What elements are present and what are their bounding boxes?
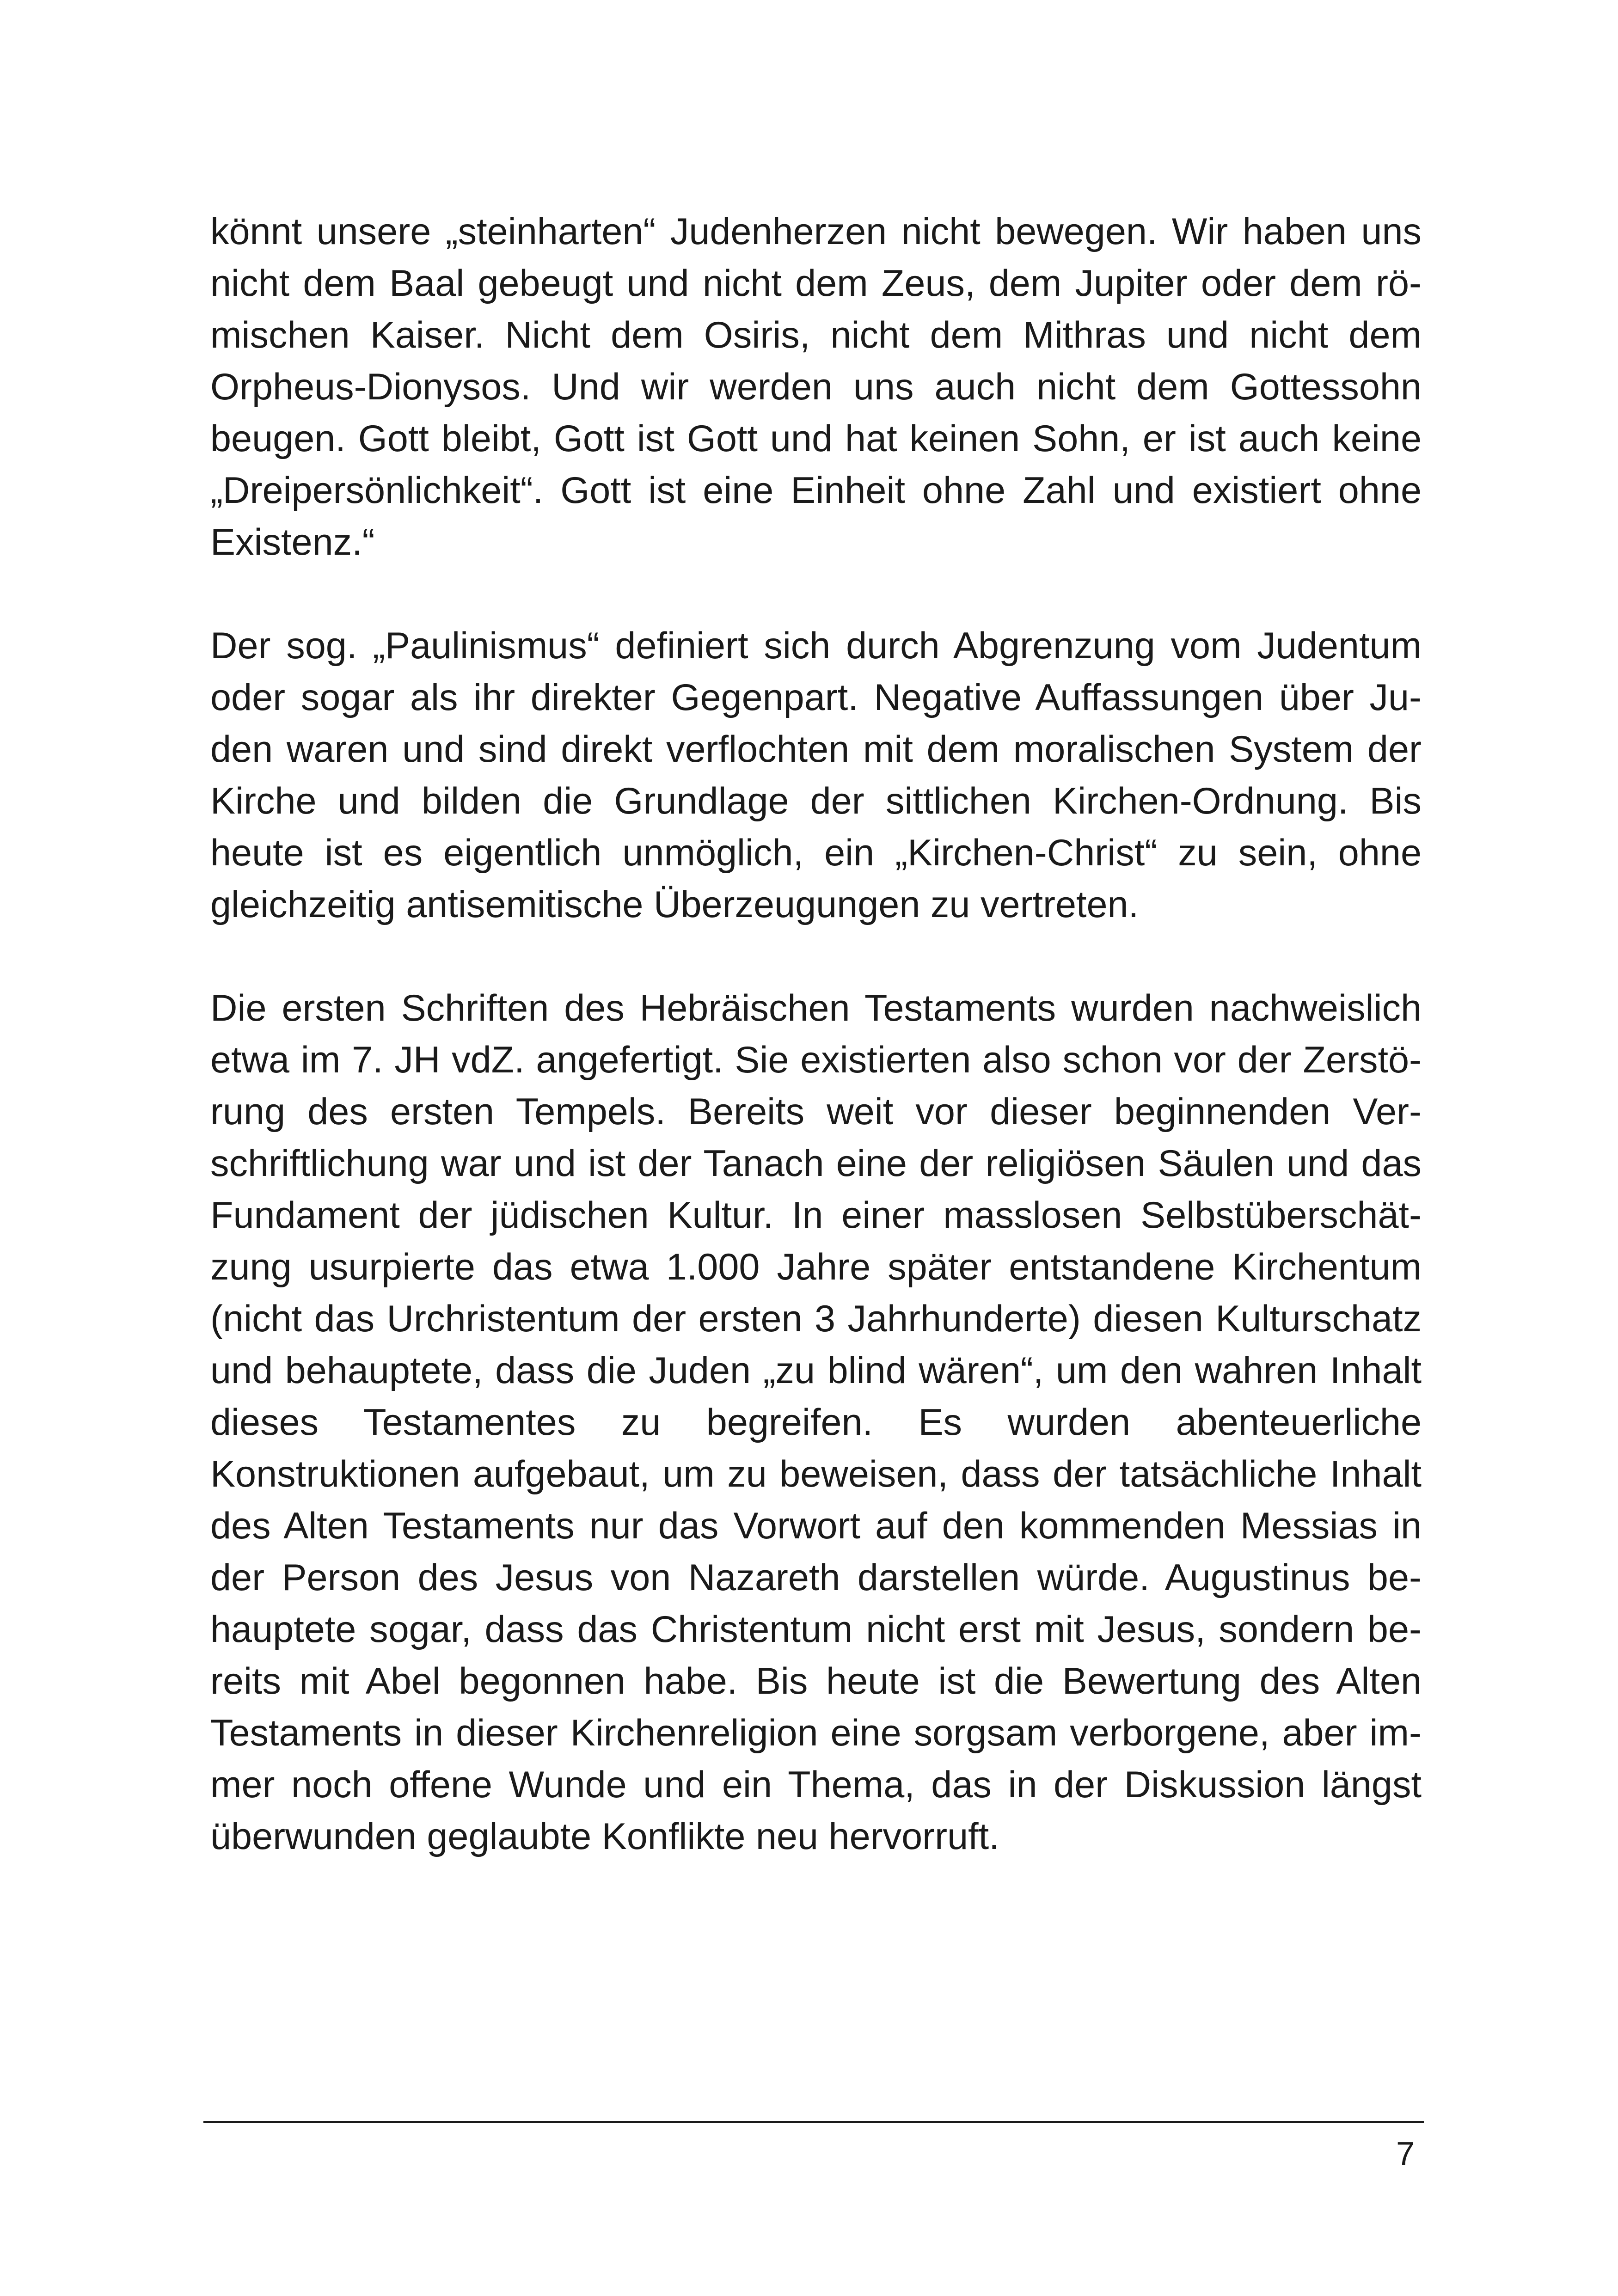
paragraph-3: Die ersten Schriften des Hebräischen Testaments wurden nachweislich etwa im 7. JH vdZ. angefertigt. Sie existierten also schon vor der Zerstörung des ersten Tempels. Bereits weit vor dieser beginnenden Verschriftlichung war und ist der Tanach eine der religiösen Säulen und das Fundament der jüdischen Kultur. In einer masslosen Selbstüberschätzung usurpierte das etwa 1.000 Jahre später entstandene Kirchentum (nicht das Urchristentum der ersten 3 Jahrhunderte) diesen Kulturschatz und behauptete, dass die Juden „zu blind wären“, um den wahren Inhalt dieses Testamentes zu begreifen. Es wurden abenteuerliche Konstruktionen aufgebaut, um zu beweisen, dass der tatsächliche Inhalt des Alten Testaments nur das Vorwort auf den kommenden Messias in der Person des Jesus von Nazareth darstellen würde. Augustinus behauptete sogar, dass das Christentum nicht erst mit Jesus, sondern bereits mit Abel begonnen habe. Bis heute ist die Bewertung des Alten Testaments in dieser Kirchenreligion eine sorgsam verborgene, aber immer noch offene Wunde und ein Thema, das in der Diskussion längst überwunden geglaubte Konflikte neu hervorruft.	[210, 987, 1422, 1857]
footer-divider	[203, 2121, 1424, 2123]
page-number: 7	[1396, 2136, 1415, 2173]
paragraph-2: Der sog. „Paulinismus“ definiert sich durch Abgrenzung vom Judentum oder sogar als ihr direkter Gegenpart. Negative Auffassungen über Juden waren und sind direkt verflochten mit dem moralischen System der Kirche und bilden die Grundlage der sittlichen Kirchen-Ordnung. Bis heute ist es eigentlich unmöglich, ein „Kirchen-Christ“ zu sein, ohne gleichzeitig antisemitische Überzeugungen zu vertreten.	[210, 625, 1422, 925]
body-text	[210, 206, 1422, 1862]
paragraph-1: könnt unsere „steinharten“ Judenherzen nicht bewegen. Wir haben uns nicht dem Baal gebeugt und nicht dem Zeus, dem Jupiter oder dem römischen Kaiser. Nicht dem Osiris, nicht dem Mithras und nicht dem Orpheus-Dionysos. Und wir werden uns auch nicht dem Gottessohn beugen. Gott bleibt, Gott ist Gott und hat keinen Sohn, er ist auch keine „Dreipersönlichkeit“. Gott ist eine Einheit ohne Zahl und existiert ohne Existenz.“	[210, 211, 1422, 563]
